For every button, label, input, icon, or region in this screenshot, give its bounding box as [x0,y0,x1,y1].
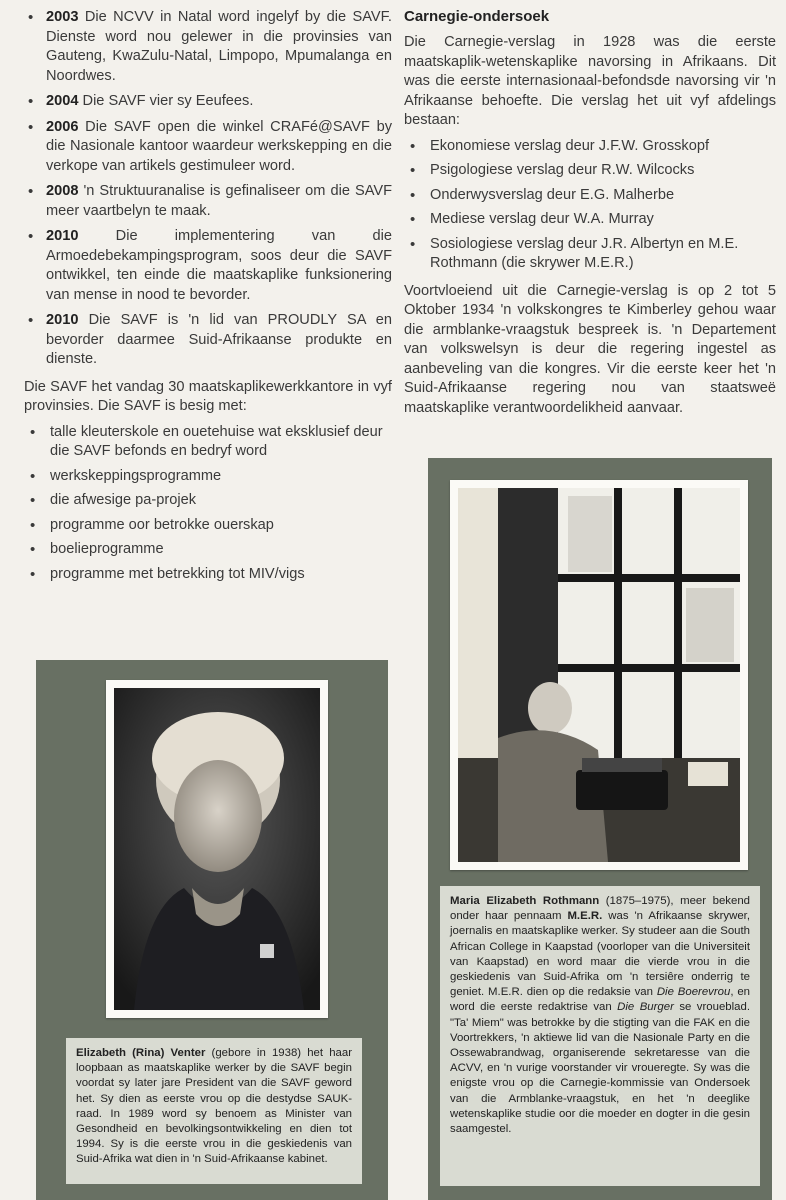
rothmann-caption-text-2: was 'n Afrikaanse skrywer, joernalis en maatskaplike werker. Sy studeer aan die South African College in Kaapstad (voorloper van die Universiteit van Kaapstad) en word maar die vierde vrou in die geskiedenis van Suid-Afrika om 'n tersiêre onderrig te geniet. M.E.R. dien op die redaksie van [450,910,750,999]
venter-panel [36,660,388,1200]
timeline-text: Die implementering van die Armoedebekampingsprogram, soos deur die SAVF ontwikkel, ten einde die maatskaplike funksionering van mense in nood te bevorder. [46,228,392,303]
savf-item: • boelieprogramme [24,540,392,560]
venter-photo-frame [106,680,328,1018]
carnegie-item: • Onderwysverslag deur E.G. Malherbe [404,186,776,206]
timeline-text: Die SAVF open die winkel CRAFé@SAVF by die Nasionale kantoor waardeur werkskepping en die verkope van artikels gestimuleer word. [46,118,392,174]
timeline-text: Die NCVV in Natal word ingelyf by die SAVF. Dienste word nou gelewer in die provinsies van Gauteng, KwaZulu-Natal, Limpopo, Mpumalanga en Noordwes. [46,9,392,84]
savf-list [24,423,392,585]
savf-item: • programme met betrekking tot MIV/vigs [24,565,392,585]
right-column [404,8,776,418]
carnegie-item: • Psigologiese verslag deur R.W. Wilcocks [404,161,776,181]
timeline-text: Die SAVF is 'n lid van PROUDLY SA en bevorder daarmee Suid-Afrikaanse produkte en dienste. [46,312,392,367]
timeline-text: Die SAVF vier sy Eeufees. [78,93,254,109]
rothmann-panel [428,458,772,1200]
timeline-list [24,8,392,370]
carnegie-outro: Voortvloeiend uit die Carnegie-verslag is op 2 tot 5 Oktober 1934 'n volkskongres te Kimberley gehou waar die armblanke-vraagstuk bespreek is. 'n Departement van volkswelsyn is deur die regering ingestel as aanbeveling van die kongres. Vir die eerste keer het 'n Suid-Afrikaanse regering nou van staatsweë maatskaplike verantwoordelikheid aanvaar. [404,282,776,416]
venter-portrait-photo [114,688,320,1010]
timeline-item [24,118,392,177]
timeline-item [24,92,392,112]
rothmann-publication-2: Die Burger [617,1001,674,1014]
carnegie-intro: Die Carnegie-verslag in 1928 was die eerste maatskaplik-wetenskaplike navorsing in Afrikaans. Dit was die eerste internasionaal-befondsde navorsing vir 'n Afrikaanse behoefte. Die verslag het uit vyf afdelings bestaan: [404,34,776,128]
rothmann-pen-name: M.E.R. [567,910,603,923]
timeline-year: 2008 [46,183,79,199]
timeline-item [24,311,392,370]
rothmann-name: Maria Elizabeth Rothmann [450,895,600,907]
savf-intro: Die SAVF het vandag 30 maatskaplikewerkkantore in vyf provinsies. Die SAVF is besig met: [24,378,392,414]
rothmann-caption-text-3: , en word die eerste redaktrise van [450,986,751,1014]
typing-photo-image [458,488,740,862]
rothmann-caption [440,886,760,1186]
carnegie-item: • Sosiologiese verslag deur J.R. Albertyn en M.E. Rothmann (die skrywer M.E.R.) [404,235,776,274]
savf-item: • talle kleuterskole en ouetehuise wat eksklusief deur die SAVF befonds en bedryf word [24,423,392,462]
left-column [24,8,392,589]
rothmann-photo [458,488,740,862]
rothmann-publication-1: Die Boerevrou [656,986,731,999]
venter-caption [66,1038,362,1184]
carnegie-item: • Mediese verslag deur W.A. Murray [404,210,776,230]
rothmann-caption-text-4: se vroueblad. "Ta' Miem" was betrokke by die stigting van die FAK en die Voortrekkers, 'n aktiewe lid van die Nasionale Party en die Ossewabrandwag, organiserende sekretaresse van die ACVV, en 'n vurige voorstander vir vroueregte. Sy was die enigste vrou op die Carnegie-kommissie van Ondersoek van die Armblanke-vraagstuk, en het 'n deeglike wetenskaplike studie oor die moeder en dogter in die gesin saamgestel. [450,1001,751,1136]
carnegie-item: • Ekonomiese verslag deur J.F.W. Grosskopf [404,137,776,157]
timeline-year: 2006 [46,118,79,135]
savf-item: • werkskeppingsprogramme [24,467,392,487]
savf-item: • die afwesige pa-projek [24,491,392,511]
rothmann-photo-frame [450,480,748,870]
timeline-item [24,227,392,305]
carnegie-list [404,137,776,274]
timeline-year: 2004 [46,93,79,109]
timeline-year: 2010 [46,228,79,244]
timeline-item [24,182,392,221]
rothmann-caption-text-1: (1875–1975), meer bekend onder haar pennaam [450,895,750,923]
savf-item: • programme oor betrokke ouerskap [24,516,392,536]
carnegie-heading: Carnegie-ondersoek [404,8,550,25]
portrait-image [114,688,320,1010]
venter-caption-text: (gebore in 1938) het haar loopbaan as maatskaplike werker by die SAVF begin voordat sy later jare President van die SAVF geword het. Sy dien as eerste vrou op die destydse SAUK-raad. In 1989 word sy benoem as Minister van Gesondheid en bevolkingsontwikkeling en dien tot 1994. Sy is die eerste vrou in die geskiedenis van Suid-Afrika wat dien in 'n Suid-Afrikaanse kabinet. [76,1047,352,1166]
timeline-text: 'n Struktuuranalise is gefinaliseer om die SAVF meer vaartbelyn te maak. [46,183,392,219]
timeline-year: 2003 [46,9,79,25]
venter-name: Elizabeth (Rina) Venter [76,1047,206,1059]
timeline-item [24,8,392,86]
timeline-year: 2010 [46,312,79,328]
